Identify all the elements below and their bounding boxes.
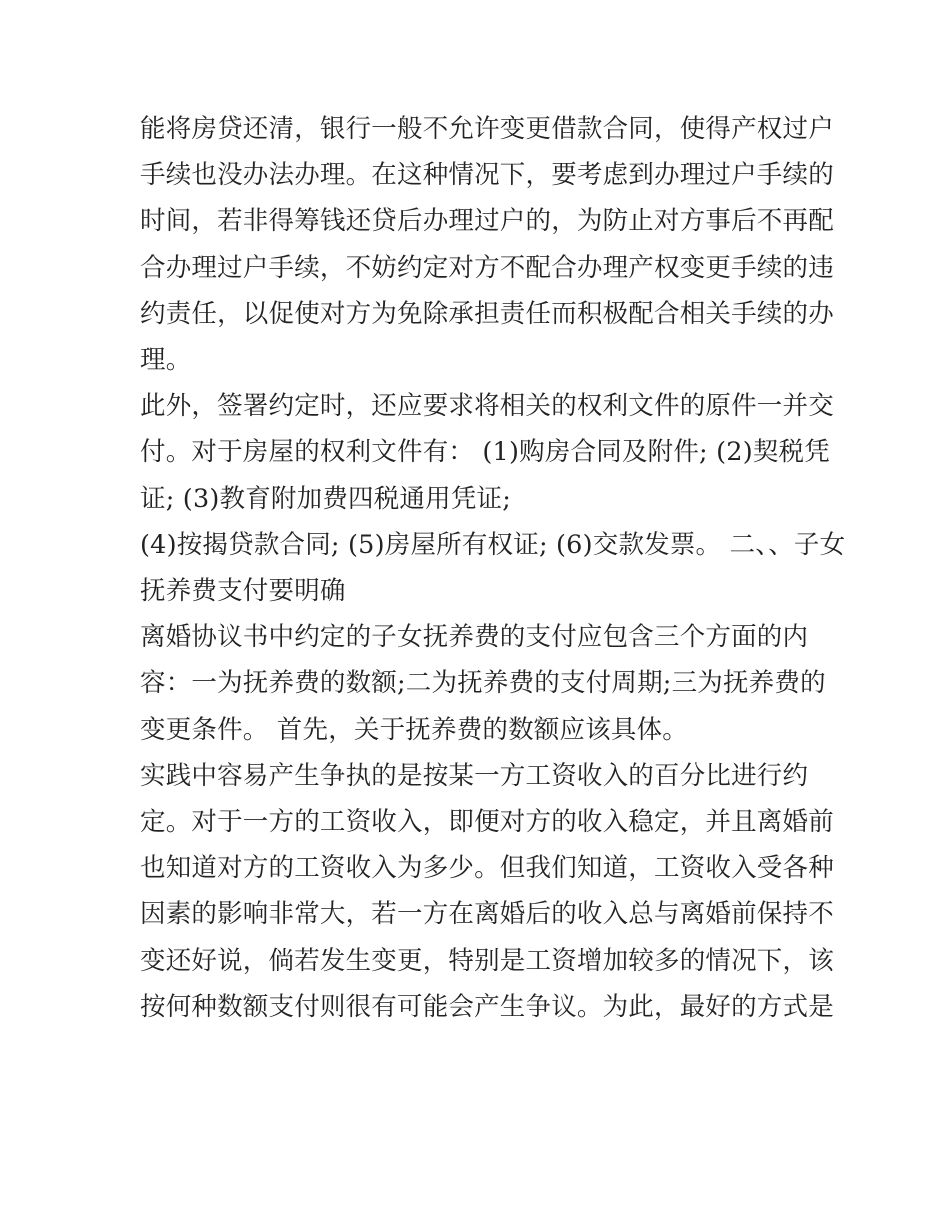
text-line: 合办理过户手续，不妨约定对方不配合办理产权变更手续的违: [140, 252, 834, 283]
text-line: 此外，签署约定时，还应要求将相关的权利文件的原件一并交: [140, 391, 834, 422]
paragraph-ownership-documents: [140, 383, 834, 522]
text-line: 定。对于一方的工资收入，即便对方的收入稳定，并且离婚前: [140, 807, 834, 838]
text-line: 付。对于房屋的权利文件有： (1)购房合同及附件; (2)契税凭: [140, 437, 830, 468]
text-line: 离婚协议书中约定的子女抚养费的支付应包含三个方面的内: [140, 622, 809, 653]
paragraph-income-percentage: [140, 753, 834, 1030]
text-line: 实践中容易产生争执的是按某一方工资收入的百分比进行约: [140, 760, 809, 791]
paragraph-document-list-and-heading: [140, 522, 846, 614]
text-line: 容：一为抚养费的数额;二为抚养费的支付周期;三为抚养费的: [140, 668, 826, 699]
text-line: 变更条件。 首先，关于抚养费的数额应该具体。: [140, 714, 689, 745]
text-line: 因素的影响非常大，若一方在离婚后的收入总与离婚前保持不: [140, 899, 834, 930]
text-line: 理。: [140, 345, 192, 376]
text-line: 时间，若非得筹钱还贷后办理过户的，为防止对方事后不再配: [140, 206, 834, 237]
section-heading-child-support: 抚养费支付要明确: [140, 576, 346, 607]
text-line: 手续也没办法办理。在这种情况下，要考虑到办理过户手续的: [140, 160, 834, 191]
document-body: [140, 106, 846, 1030]
text-line: 约责任，以促使对方为免除承担责任而积极配合相关手续的办: [140, 298, 834, 329]
text-line: 按何种数额支付则很有可能会产生争议。为此，最好的方式是: [140, 991, 834, 1022]
text-line: 能将房贷还清，银行一般不允许变更借款合同，使得产权过户: [140, 114, 834, 144]
paragraph-child-support-content: [140, 614, 826, 753]
text-line: (4)按揭贷款合同; (5)房屋所有权证; (6)交款发票。 二、、子女: [140, 529, 846, 560]
text-line: 变还好说，倘若发生变更，特别是工资增加较多的情况下，该: [140, 945, 834, 976]
paragraph-mortgage-transfer: [140, 106, 834, 383]
text-line: 也知道对方的工资收入为多少。但我们知道，工资收入受各种: [140, 853, 834, 884]
text-line: 证; (3)教育附加费四税通用凭证;: [140, 483, 512, 514]
